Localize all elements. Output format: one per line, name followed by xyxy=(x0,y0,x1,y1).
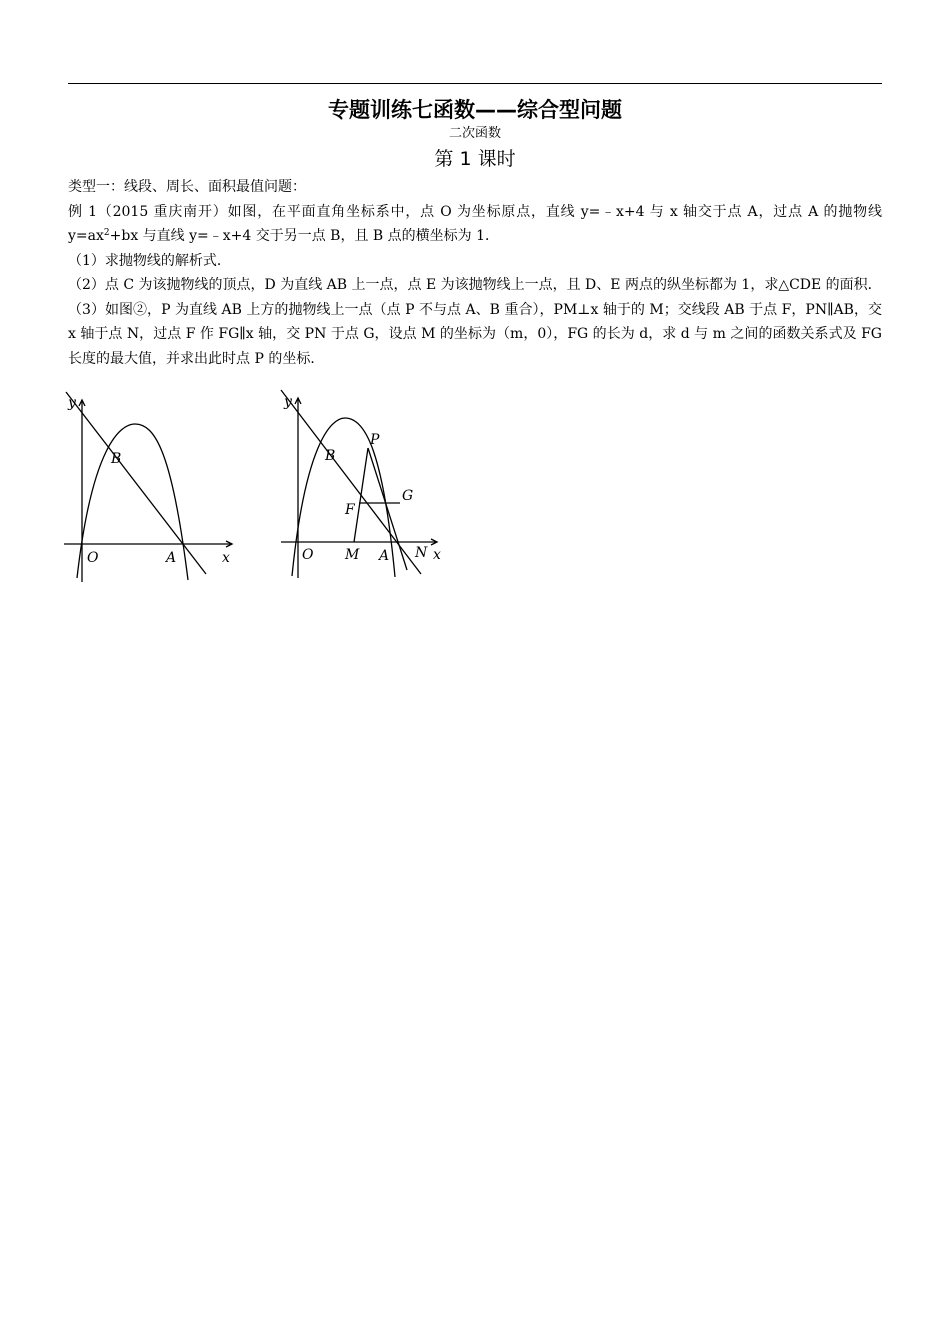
figure-2 xyxy=(275,392,445,592)
fig2-label-o: O xyxy=(302,547,314,563)
stem-superscript: 2 xyxy=(103,228,110,238)
fig1-label-x: x xyxy=(222,550,230,566)
fig2-label-b: B xyxy=(325,448,336,464)
fig2-label-p: P xyxy=(370,432,380,448)
question-2: （2）点 C 为该抛物线的顶点，D 为直线 AB 上一点，点 E 为该抛物线上一点，且 D、E 两点的纵坐标都为 1，求△CDE 的面积． xyxy=(68,277,882,293)
fig1-label-y: y xyxy=(68,395,76,411)
figure-1 xyxy=(60,392,240,592)
fig2-label-y: y xyxy=(284,394,292,410)
type-heading: 类型一：线段、周长、面积最值问题： xyxy=(68,179,306,195)
stem-part-a: 例 1（2015 重庆南开）如图，在平面直角坐标系中，点 O 为坐标原点，直线 y=﹣x+4 与 x 轴交于点 A，过点 A 的抛物线 y=ax xyxy=(68,203,882,244)
fig2-label-x: x xyxy=(433,547,441,563)
fig2-label-f: F xyxy=(345,502,355,518)
fig2-segment-pm xyxy=(354,448,368,542)
fig1-label-b: B xyxy=(111,451,122,467)
problem-text xyxy=(68,175,882,371)
fig1-line-ab xyxy=(66,392,206,574)
question-1: （1）求抛物线的解析式． xyxy=(68,252,231,269)
header-rule xyxy=(68,83,882,84)
fig2-label-m: M xyxy=(345,547,360,563)
problem-stem xyxy=(68,200,882,249)
stem-part-b: +bx 与直线 y=﹣x+4 交于另一点 B，且 B 点的横坐标为 1． xyxy=(109,228,500,244)
fig2-label-g: G xyxy=(402,488,414,504)
page-title: 专题训练七函数——综合型问题 xyxy=(328,98,622,122)
lesson-heading: 第 1 课时 xyxy=(434,148,516,170)
fig2-label-a: A xyxy=(379,548,390,564)
page-subtitle: 二次函数 xyxy=(448,126,501,141)
fig2-label-n: N xyxy=(415,545,428,561)
fig1-label-a: A xyxy=(166,550,177,566)
question-3: （3）如图②，P 为直线 AB 上方的抛物线上一点（点 P 不与点 A、B 重合），PM⊥x 轴于的 M；交线段 AB 于点 F，PN∥AB，交 x 轴于点 N，过点 F 作 FG∥x 轴，交 PN 于点 G，设点 M 的坐标为（m，0），FG 的长为 d，求 d 与 m 之间的函数关系式及 FG 长度的最大值，并求出此时点 P 的坐标． xyxy=(68,301,882,367)
fig1-label-o: O xyxy=(87,550,99,566)
